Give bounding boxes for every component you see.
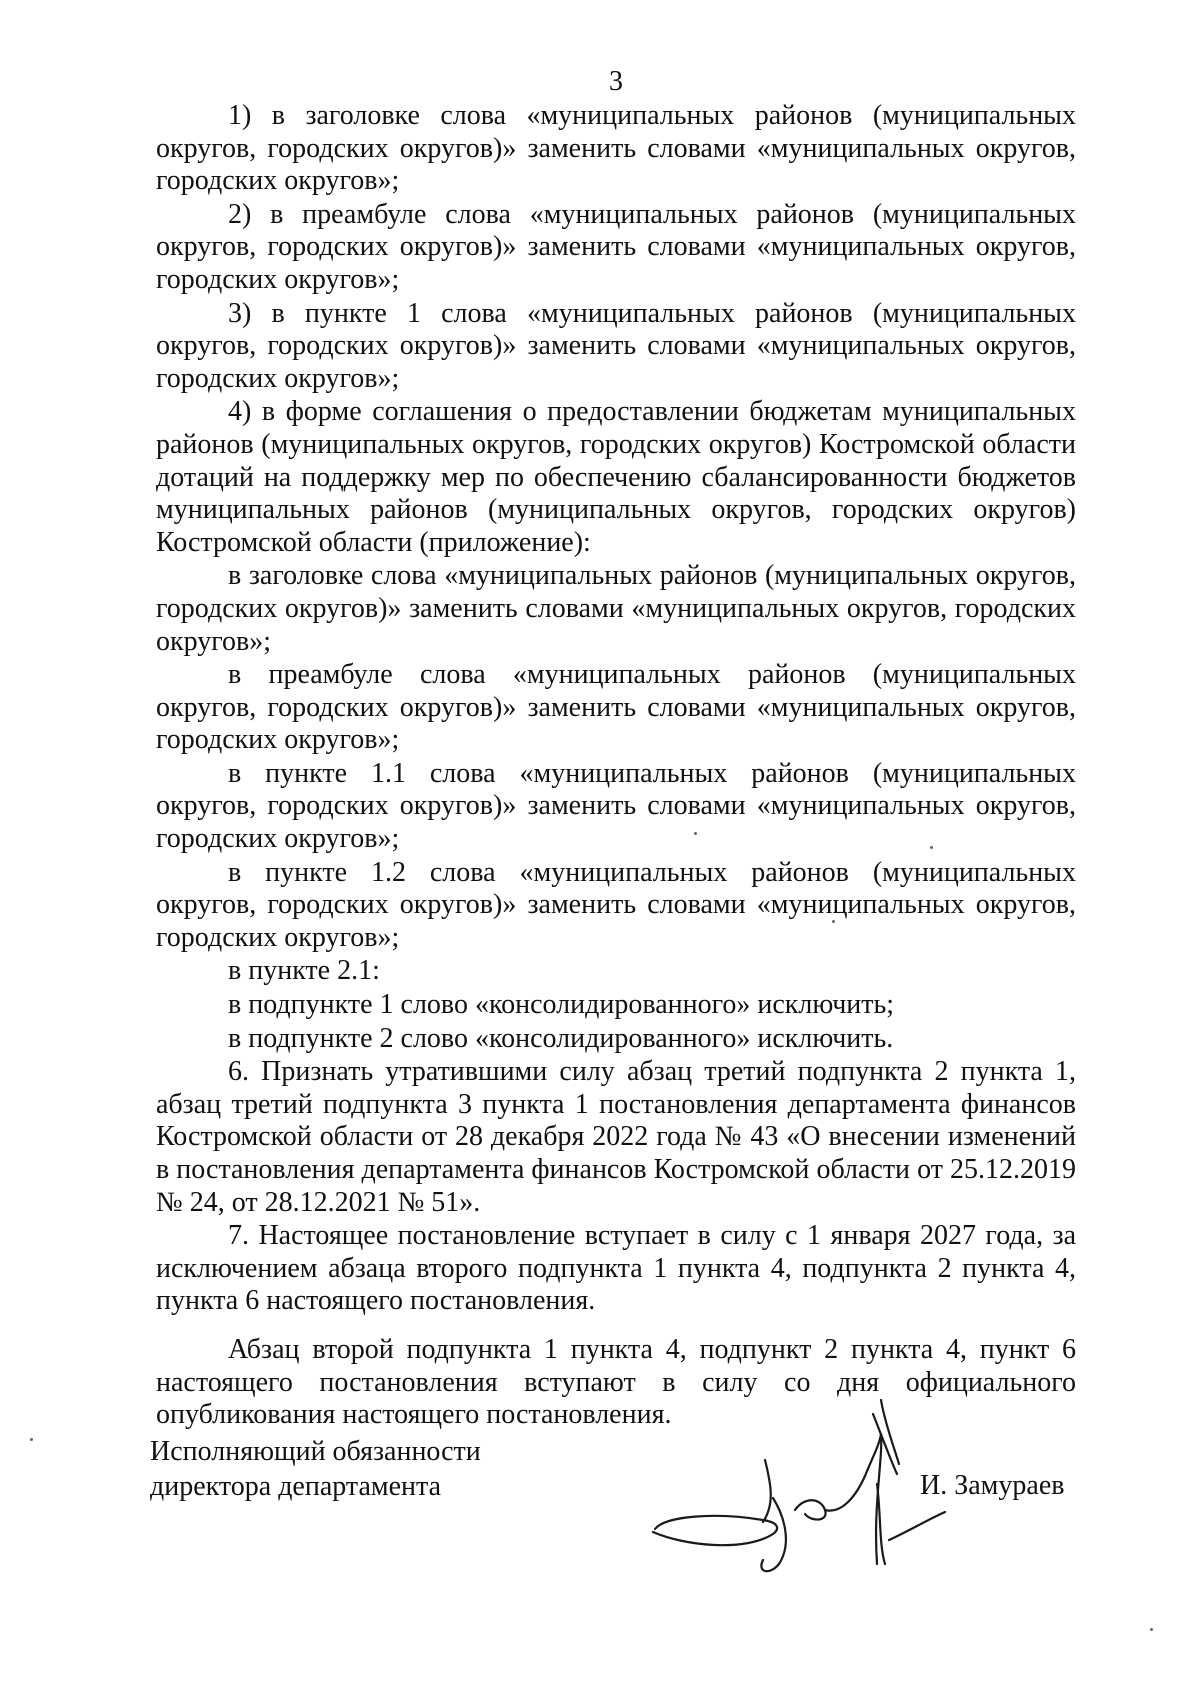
paragraph-form-item2-1: в пункте 2.1: [228, 955, 380, 987]
paragraph-form-preamble-amendment: в преамбуле слова «муниципальных районов (муниципальных округов, городских округов)» заменить словами «муниципальных округов, городских округов»; [156, 659, 1076, 756]
page-number: 3 [609, 66, 623, 97]
signatory-title-line1: Исполняющий обязанности [150, 1436, 481, 1467]
paragraph-preamble-amendment: 2) в преамбуле слова «муниципальных районов (муниципальных округов, городских округов)» заменить словами «муниципальных округов, городских округов»; [156, 198, 1076, 295]
signatory-title [150, 1434, 481, 1504]
paragraph-subitem1-exclusion: в подпункте 1 слово «консолидированного» исключить; [228, 989, 895, 1021]
signatory-name: И. Замураев [920, 1470, 1065, 1501]
scan-speck [930, 846, 933, 849]
paragraph-title-amendment: 1) в заголовке слова «муниципальных районов (муниципальных округов, городских округов)» заменить словами «муниципальных округов, городских округов»; [156, 100, 1076, 197]
paragraph-item7-effective-date: 7. Настоящее постановление вступает в силу с 1 января 2027 года, за исключением абзаца второго подпункта 1 пункта 4, подпункта 2 пункта 4, пункта 6 настоящего постановления. [156, 1220, 1076, 1317]
scan-speck [1150, 1628, 1153, 1631]
paragraph-exceptions-effective: Абзац второй подпункта 1 пункта 4, подпункт 2 пункта 4, пункт 6 настоящего постановления вступают в силу со дня официального опубликования настоящего постановления. [156, 1333, 1076, 1431]
paragraph-subitem2-exclusion: в подпункте 2 слово «консолидированного» исключить. [228, 1022, 894, 1054]
paragraph-item6-repeal: 6. Признать утратившими силу абзац третий подпункта 2 пункта 1, абзац третий подпункта 3 пункта 1 постановления департамента финансов Костромской области от 28 декабря 2022 года № 43 «О внесении изменений в постановления департамента финансов Костромской области от 25.12.2019 № 24, от 28.12.2021 № 51». [156, 1056, 1076, 1218]
paragraph-form-item1-2-amendment: в пункте 1.2 слова «муниципальных районов (муниципальных округов, городских округов)» заменить словами «муниципальных округов, городских округов»; [156, 856, 1076, 953]
document-body [156, 100, 1076, 1432]
scan-speck [832, 920, 835, 923]
scan-speck [30, 1438, 33, 1441]
paragraph-item1-amendment: 3) в пункте 1 слова «муниципальных районов (муниципальных округов, городских округов)» заменить словами «муниципальных округов, городских округов»; [156, 297, 1076, 394]
paragraph-form-item1-1-amendment: в пункте 1.1 слова «муниципальных районов (муниципальных округов, городских округов)» заменить словами «муниципальных округов, городских округов»; [156, 757, 1076, 855]
signature-block [150, 1434, 1090, 1574]
scan-speck [694, 832, 697, 835]
paragraph-agreement-form: 4) в форме соглашения о предоставлении бюджетам муниципальных районов (муниципальных округов, городских округов) Костромской области дотаций на поддержку мер по обеспечению сбалансированности бюджетов муниципальных районов (муниципальных округов, городских округов) Костромской области (приложение): [156, 396, 1076, 558]
signatory-title-line2: директора департамента [150, 1471, 442, 1502]
paragraph-form-title-amendment: в заголовке слова «муниципальных районов (муниципальных округов, городских округов)» заменить словами «муниципальных округов, городских округов»; [156, 560, 1076, 657]
